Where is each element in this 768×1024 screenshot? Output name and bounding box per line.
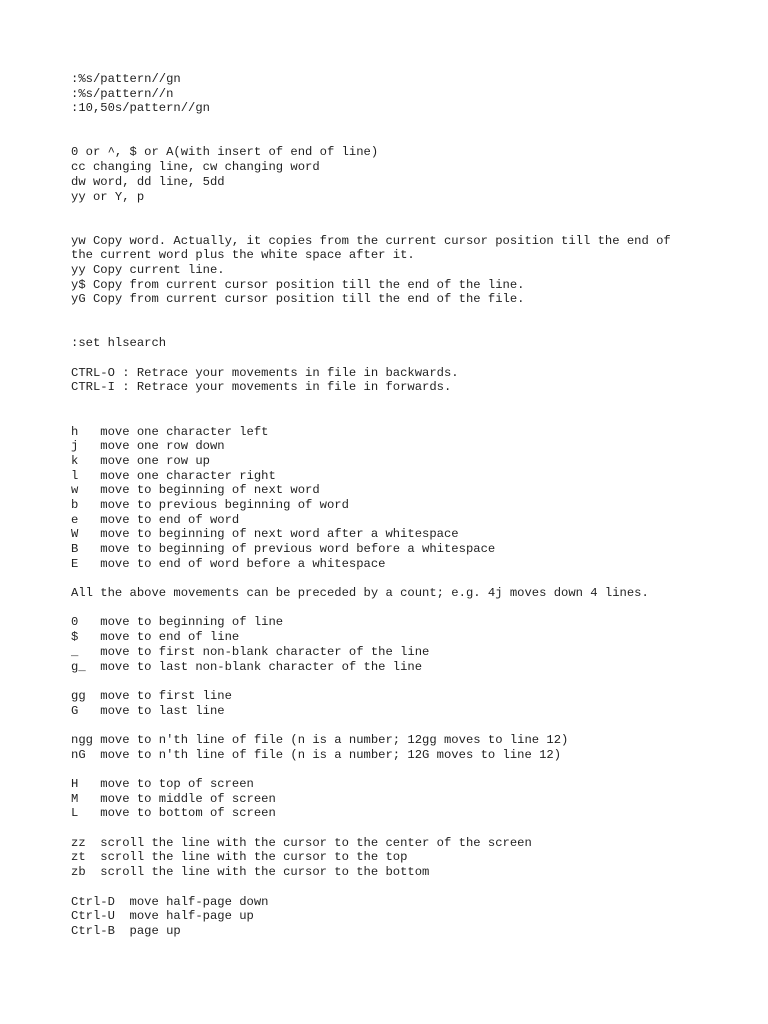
text-line: W move to beginning of next word after a whitespace [71, 527, 459, 542]
text-line: zb scroll the line with the cursor to the bottom [71, 865, 430, 880]
blank-line [71, 410, 751, 425]
text-line: CTRL-O : Retrace your movements in file in backwards. [71, 365, 459, 380]
text-line: :10,50s/pattern//gn [71, 101, 210, 116]
text-line: k move one row up [71, 453, 210, 468]
text-line: :set hlsearch [71, 336, 167, 351]
blank-line [71, 395, 751, 410]
text-line: b move to previous beginning of word [71, 497, 349, 512]
text-line: dw word, dd line, 5dd [71, 174, 225, 189]
text-line: y$ Copy from current cursor position till the end of the line. [71, 277, 525, 292]
text-line: j move one row down [71, 439, 225, 454]
blank-line [71, 601, 751, 616]
text-line: yG Copy from current cursor position till the end of the file. [71, 292, 525, 307]
text-line: yy or Y, p [71, 189, 145, 204]
text-line: zt scroll the line with the cursor to the top [71, 850, 408, 865]
text-line: cc changing line, cw changing word [71, 160, 320, 175]
text-line: Ctrl-U move half-page up [71, 909, 254, 924]
text-line: the current word plus the white space after it. [71, 248, 415, 263]
blank-line [71, 131, 751, 146]
text-line: ngg move to n'th line of file (n is a number; 12gg moves to line 12) [71, 732, 569, 747]
text-line: $ move to end of line [71, 630, 240, 645]
blank-line [71, 351, 751, 366]
text-line: Ctrl-B page up [71, 923, 181, 938]
text-line: zz scroll the line with the cursor to the center of the screen [71, 835, 532, 850]
text-line: w move to beginning of next word [71, 483, 320, 498]
text-line: 0 move to beginning of line [71, 615, 284, 630]
text-line: H move to top of screen [71, 777, 254, 791]
blank-line [71, 322, 751, 337]
text-line: e move to end of word [71, 512, 240, 527]
blank-line [71, 762, 751, 777]
text-line: _ move to first non-blank character of the line [71, 644, 430, 659]
blank-line [71, 571, 751, 586]
blank-line [71, 116, 751, 131]
text-line: gg move to first line [71, 688, 232, 703]
text-line: :%s/pattern//n [71, 86, 174, 101]
document-page [71, 72, 751, 939]
text-line: nG move to n'th line of file (n is a number; 12G moves to line 12) [71, 747, 562, 762]
blank-line [71, 204, 751, 219]
text-line: :%s/pattern//gn [71, 72, 181, 86]
text-line: M move to middle of screen [71, 791, 276, 806]
text-line: yw Copy word. Actually, it copies from the current cursor position till the end of [71, 233, 671, 248]
blank-line [71, 219, 751, 234]
text-line: l move one character right [71, 468, 276, 483]
blank-line [71, 880, 751, 895]
text-line: yy Copy current line. [71, 262, 225, 277]
text-line: g_ move to last non-blank character of the line [71, 659, 423, 674]
text-line: B move to beginning of previous word before a whitespace [71, 542, 496, 556]
text-line: E move to end of word before a whitespace [71, 556, 386, 571]
text-line: h move one character left [71, 424, 269, 439]
text-line: All the above movements can be preceded by a count; e.g. 4j moves down 4 lines. [71, 586, 649, 601]
text-line: 0 or ^, $ or A(with insert of end of line) [71, 145, 379, 160]
text-line: Ctrl-D move half-page down [71, 894, 269, 909]
blank-line [71, 674, 751, 689]
text-line: G move to last line [71, 703, 225, 718]
blank-line [71, 718, 751, 733]
text-line: CTRL-I : Retrace your movements in file in forwards. [71, 380, 452, 395]
text-line: L move to bottom of screen [71, 806, 276, 821]
blank-line [71, 821, 751, 836]
blank-line [71, 307, 751, 322]
